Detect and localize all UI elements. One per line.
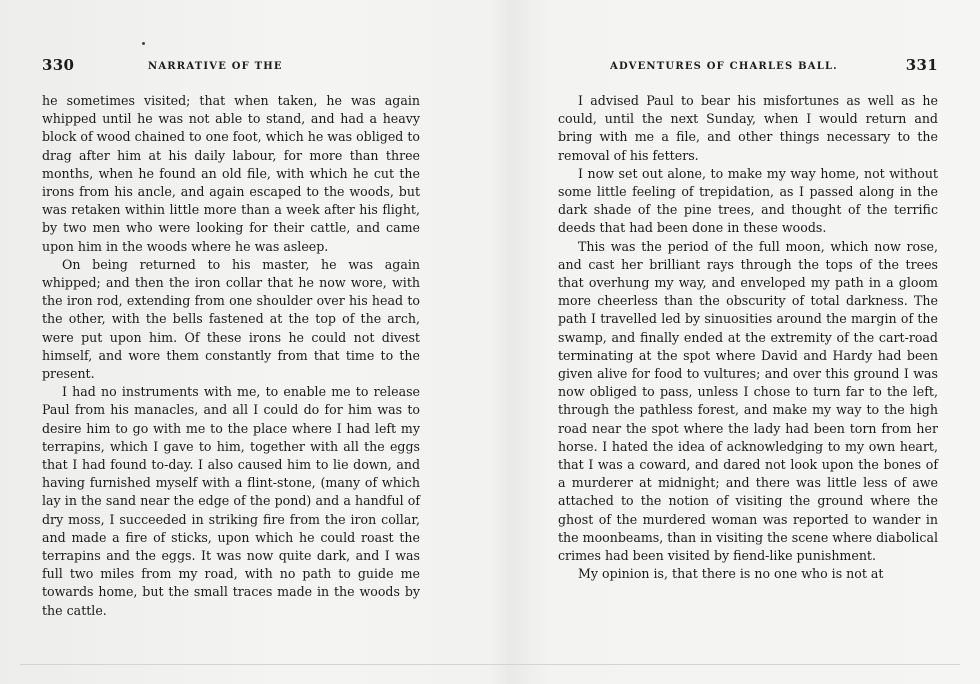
bottom-edge-rule [20,664,960,665]
paragraph: My opinion is, that there is no one who is not at [578,566,884,582]
running-head: NARRATIVE OF THE [148,61,283,72]
paragraph: I now set out alone, to make my way home, not without some little feeling of trepidation, as I passed along in the dark shade of the pine trees, and thought of the terrific deeds that had been done in these woods. [558,165,938,236]
paragraph: I had no instruments with me, to enable me to release Paul from his manacles, and all I could do for him was to desire him to go with me to the place where I had left my terrapins, which I gave to him, together with all the eggs that I had found to-day. I also caused him to lie down, and having furnished myself with a flint-stone, (many of which lay in the sand near the edge of the pond) and a handful of dry moss, I succeeded in striking fire from the iron collar, and made a fire of sticks, upon which he could roast the terrapins and the eggs. It was now quite dark, and I was full two miles from my road, with no path to guide me towards home, but the small traces made in the woods by the cattle. [42,384,420,618]
ink-speck [142,42,145,45]
running-head: ADVENTURES OF CHARLES BALL. [610,61,838,72]
left-page [42,56,420,620]
paragraph: On being returned to his master, he was again whipped; and then the iron collar that he now wore, with the iron rod, extending from one shoulder over his head to the other, with the bells fastened at the top of the arch, were put upon him. Of these irons he could not divest himself, and wore them constantly from that time to the present. [42,256,420,382]
paragraph: This was the period of the full moon, which now rose, and cast her brilliant rays through the tops of the trees that overhung my way, and enveloped my path in a gloom more cheerless than the obscurity of total darkness. The path I travelled led by sinuosities around the margin of the swamp, and finally ended at the extremity of the cart-road terminating at the spot where David and Hardy had been given alive for food to vultures; and over this ground I was now obliged to pass, unless I chose to turn far to the left, through the pathless forest, and make my way to the high road near the spot where the lady had been torn from her horse. I hated the idea of acknowledging to my own heart, that I was a coward, and dared not look upon the bones of a murderer at midnight; and there was little less of awe attached to the notion of visiting the ground where the ghost of the murdered woman was reported to wander in the moonbeams, than in visiting the scene where diabolical crimes had been visited by fiend-like punishment. [558,238,938,564]
paragraph: he sometimes visited; that when taken, he was again whipped until he was not able to stand, and had a heavy block of wood chained to one foot, which he was obliged to drag after him at his daily labour, for more than three months, when he found an old file, with which he cut the irons from his ancle, and again escaped to the woods, but was retaken within little more than a week after his flight, by two men who were looking for their cattle, and came upon him in the woods where he was asleep. [42,93,420,254]
right-page [558,56,938,583]
left-page-header [42,56,420,78]
right-page-header [558,56,938,78]
page-number: 331 [905,56,938,74]
page-number: 330 [42,56,75,74]
paragraph: I advised Paul to bear his misfortunes as well as he could, until the next Sunday, when I would return and bring with me a file, and other things necessary to the removal of his fetters. [558,93,938,163]
